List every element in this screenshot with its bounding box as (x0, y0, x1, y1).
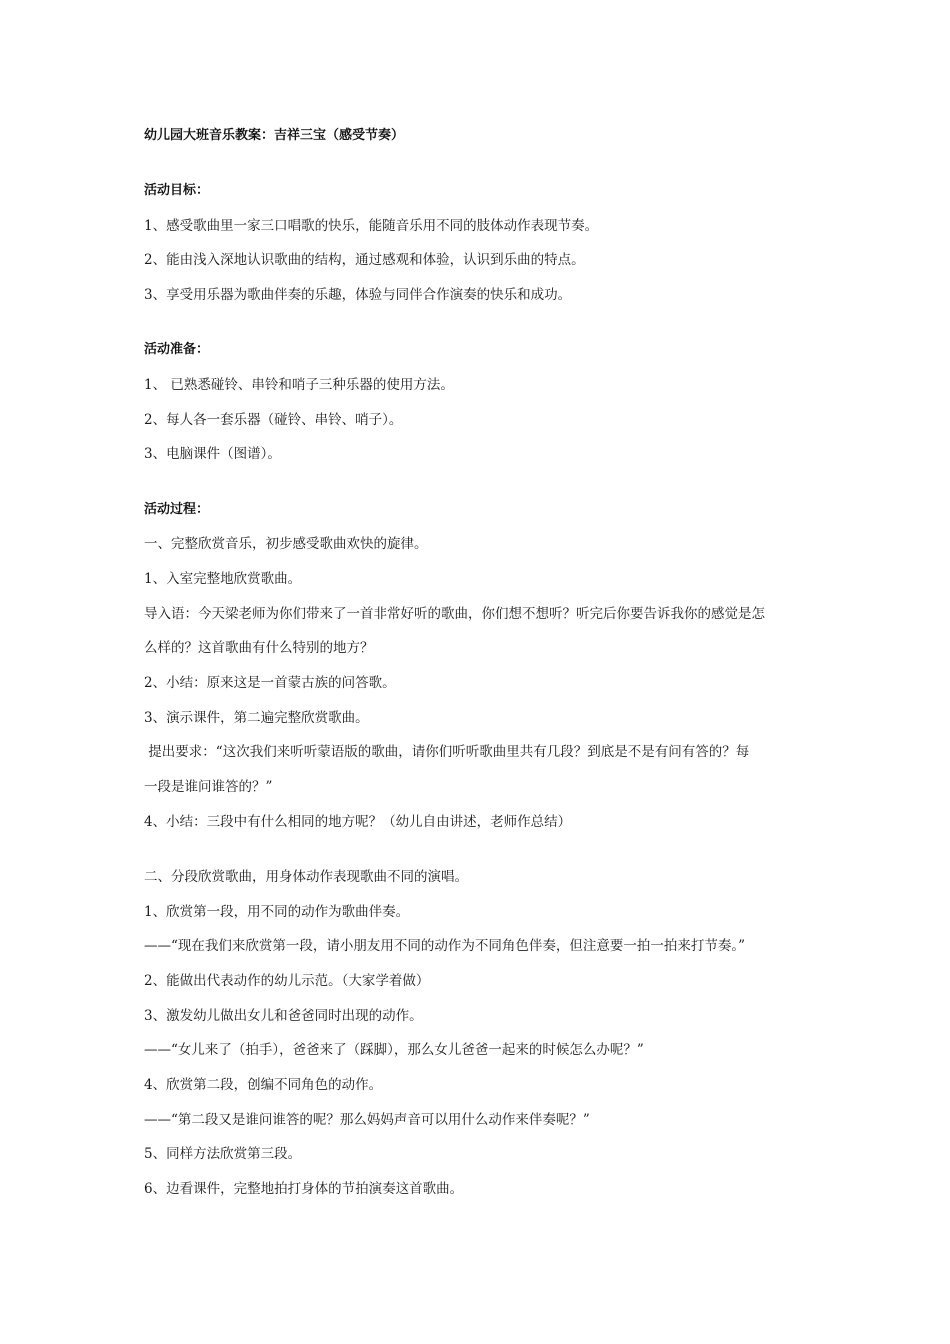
process-line: 3、演示课件，第二遍完整欣赏歌曲。 (144, 710, 369, 726)
process-line: 1、欣赏第一段，用不同的动作为歌曲伴奏。 (144, 904, 410, 920)
process-line: 4、欣赏第二段，创编不同角色的动作。 (144, 1077, 383, 1093)
process-line: 2、小结：原来这是一首蒙古族的问答歌。 (144, 675, 396, 691)
goal-item: 1、感受歌曲里一家三口唱歌的快乐，能随音乐用不同的肢体动作表现节奏。 (144, 218, 599, 234)
process-line: 1、入室完整地欣赏歌曲。 (144, 571, 302, 587)
goal-item: 3、享受用乐器为歌曲伴奏的乐趣，体验与同伴合作演奏的快乐和成功。 (144, 287, 572, 303)
process-line: 2、能做出代表动作的幼儿示范。（大家学着做） (144, 973, 430, 989)
process-heading: 活动过程： (144, 502, 210, 517)
goals-heading: 活动目标： (144, 183, 210, 198)
process-line: ——“现在我们来欣赏第一段，请小朋友用不同的动作为不同角色伴奏，但注意要一拍一拍来打节奏。” (144, 938, 746, 954)
process-line: 么样的？这首歌曲有什么特别的地方？ (144, 640, 374, 656)
process-line: 3、激发幼儿做出女儿和爸爸同时出现的动作。 (144, 1008, 423, 1024)
preparation-item: 2、每人各一套乐器（碰铃、串铃、哨子）。 (144, 412, 403, 428)
process-line: 5、同样方法欣赏第三段。 (144, 1146, 302, 1162)
process-part2-title: 二、分段欣赏歌曲，用身体动作表现歌曲不同的演唱。 (144, 869, 468, 885)
preparation-item: 1、 已熟悉碰铃、串铃和哨子三种乐器的使用方法。 (144, 377, 454, 393)
preparation-heading: 活动准备： (144, 342, 210, 357)
document-title: 幼儿园大班音乐教案：吉祥三宝（感受节奏） (144, 128, 405, 143)
goal-item: 2、能由浅入深地认识歌曲的结构，通过感观和体验，认识到乐曲的特点。 (144, 252, 585, 268)
process-line: 导入语：今天梁老师为你们带来了一首非常好听的歌曲，你们想不想听？听完后你要告诉我你的感觉是怎 (144, 606, 765, 622)
process-line: ——“第二段又是谁问谁答的呢？那么妈妈声音可以用什么动作来伴奏呢？” (144, 1112, 590, 1128)
process-line: 6、边看课件，完整地拍打身体的节拍演奏这首歌曲。 (144, 1181, 464, 1197)
process-line: 一段是谁问谁答的？” (144, 779, 273, 795)
process-line: ——“女儿来了（拍手），爸爸来了（踩脚），那么女儿爸爸一起来的时候怎么办呢？” (144, 1042, 644, 1058)
process-line: 提出要求：“这次我们来听听蒙语版的歌曲，请你们听听歌曲里共有几段？到底是不是有问有答的？每 (144, 744, 750, 760)
process-part1-title: 一、完整欣赏音乐，初步感受歌曲欢快的旋律。 (144, 536, 428, 552)
process-line: 4、小结：三段中有什么相同的地方呢？（幼儿自由讲述，老师作总结） (144, 814, 572, 830)
preparation-item: 3、电脑课件（图谱）。 (144, 446, 281, 462)
